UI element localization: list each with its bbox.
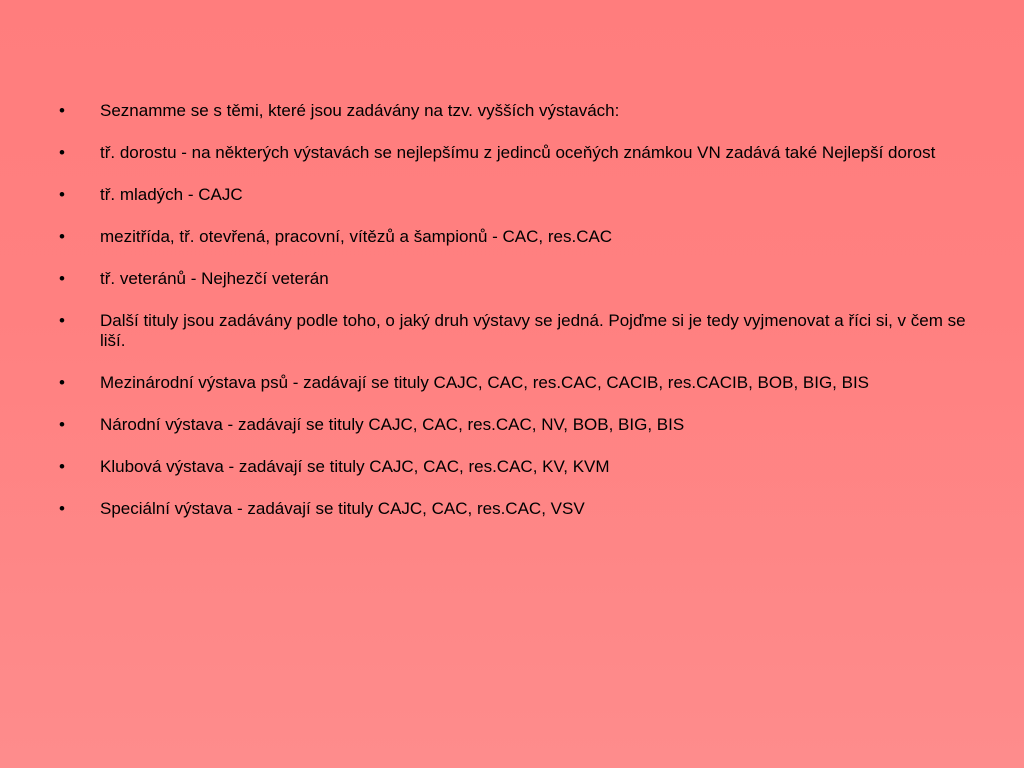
bullet-item	[58, 269, 978, 289]
bullet-list	[58, 101, 978, 518]
bullet-text: Klubová výstava - zadávají se tituly CAJC, CAC, res.CAC, KV, KVM	[100, 456, 610, 476]
bullet-text: tř. mladých - CAJC	[100, 185, 243, 204]
bullet-text: Další tituly jsou zadávány podle toho, o jaký druh výstavy se jedná. Pojďme si je tedy vyjmenovat a říci si, v čem se liší.	[100, 311, 966, 350]
bullet-item	[58, 373, 978, 393]
bullet-text: Mezinárodní výstava psů - zadávají se tituly CAJC, CAC, res.CAC, CACIB, res.CACIB, BOB, BIG, BIS	[100, 372, 870, 392]
bullet-text: Speciální výstava - zadávají se tituly CAJC, CAC, res.CAC, VSV	[100, 498, 585, 518]
bullet-text: tř. dorostu - na některých výstavách se nejlepšímu z jedinců oceňých známkou VN zadává také Nejlepší dorost	[100, 143, 936, 162]
bullet-marker: •	[59, 269, 65, 288]
bullet-text: Seznamme se s těmi, které jsou zadávány na tzv. vyšších výstavách:	[100, 101, 620, 120]
bullet-item	[58, 457, 978, 477]
bullet-marker: •	[59, 498, 65, 518]
bullet-marker: •	[59, 456, 65, 476]
bullet-marker: •	[59, 372, 65, 392]
bullet-marker: •	[59, 185, 65, 204]
bullet-item	[58, 101, 978, 121]
bullet-marker: •	[59, 311, 65, 330]
bullet-item	[58, 185, 978, 205]
bullet-item	[58, 499, 978, 519]
bullet-item	[58, 311, 978, 350]
bullet-marker: •	[59, 227, 65, 246]
bullet-item	[58, 143, 978, 163]
bullet-text: tř. veteránů - Nejhezčí veterán	[100, 269, 329, 288]
bullet-marker: •	[59, 101, 65, 120]
bullet-text: mezitřída, tř. otevřená, pracovní, vítězů a šampionů - CAC, res.CAC	[100, 227, 613, 246]
bullet-marker: •	[59, 143, 65, 162]
bullet-item	[58, 227, 978, 247]
bullet-item	[58, 415, 978, 435]
bullet-text: Národní výstava - zadávají se tituly CAJC, CAC, res.CAC, NV, BOB, BIG, BIS	[100, 414, 685, 434]
bullet-marker: •	[59, 414, 65, 434]
